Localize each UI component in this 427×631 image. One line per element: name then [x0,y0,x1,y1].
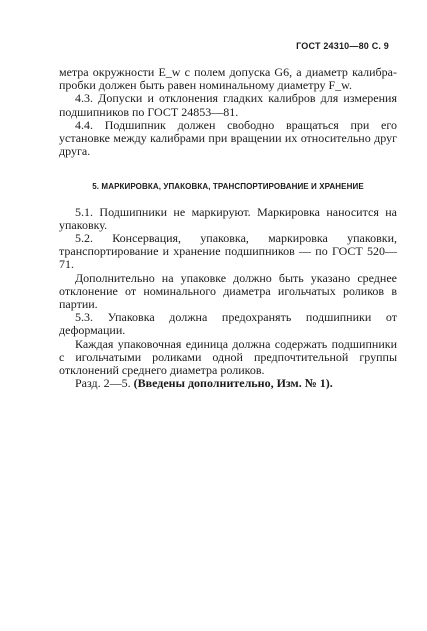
paragraph-4-4: 4.4. Подшипник должен свободно вращаться при его установке между калибрами при вращении их относительно друг друга. [59,117,397,159]
paragraph-packaging-unit: Каждая упаковочная единица должна содержать подшипники с игольчатыми роликами одной предпочтительной группы отклонений среднего диаметра роликов. [59,336,397,378]
amendment-bold: (Введены дополнительно, Изм. № 1). [133,376,333,391]
paragraph-4-3: 4.3. Допуски и отклонения гладких калибров для измерения подшипников по ГОСТ 24853—81. [59,91,397,119]
paragraph-packaging-note: Дополнительно на упаковке должно быть указано среднее отклонение от номинального диаметра игольчатых роликов в партии. [59,270,397,312]
paragraph-5-2: 5.2. Консервация, упаковка, маркировка упаковки, транспортирование и хранение подшипников — по ГОСТ 520—71. [59,231,397,272]
paragraph-calibre-continuation: метра окружности E_w с полем допуска G6, а диаметр калибра-пробки должен быть равен номинальному диаметру F_w. [59,65,397,93]
document-body [59,66,397,390]
paragraph-5-3: 5.3. Упаковка должна предохранять подшипники от деформации. [59,310,397,338]
amendment-prefix: Разд. 2—5. [75,376,134,391]
amendment-note [59,377,397,390]
paragraph-5-1: 5.1. Подшипники не маркируют. Маркировка наносится на упаковку. [59,204,397,232]
section-title: 5. МАРКИРОВКА, УПАКОВКА, ТРАНСПОРТИРОВАНИЕ И ХРАНЕНИЕ [92,182,364,192]
page-header: ГОСТ 24310—80 С. 9 [296,41,389,51]
